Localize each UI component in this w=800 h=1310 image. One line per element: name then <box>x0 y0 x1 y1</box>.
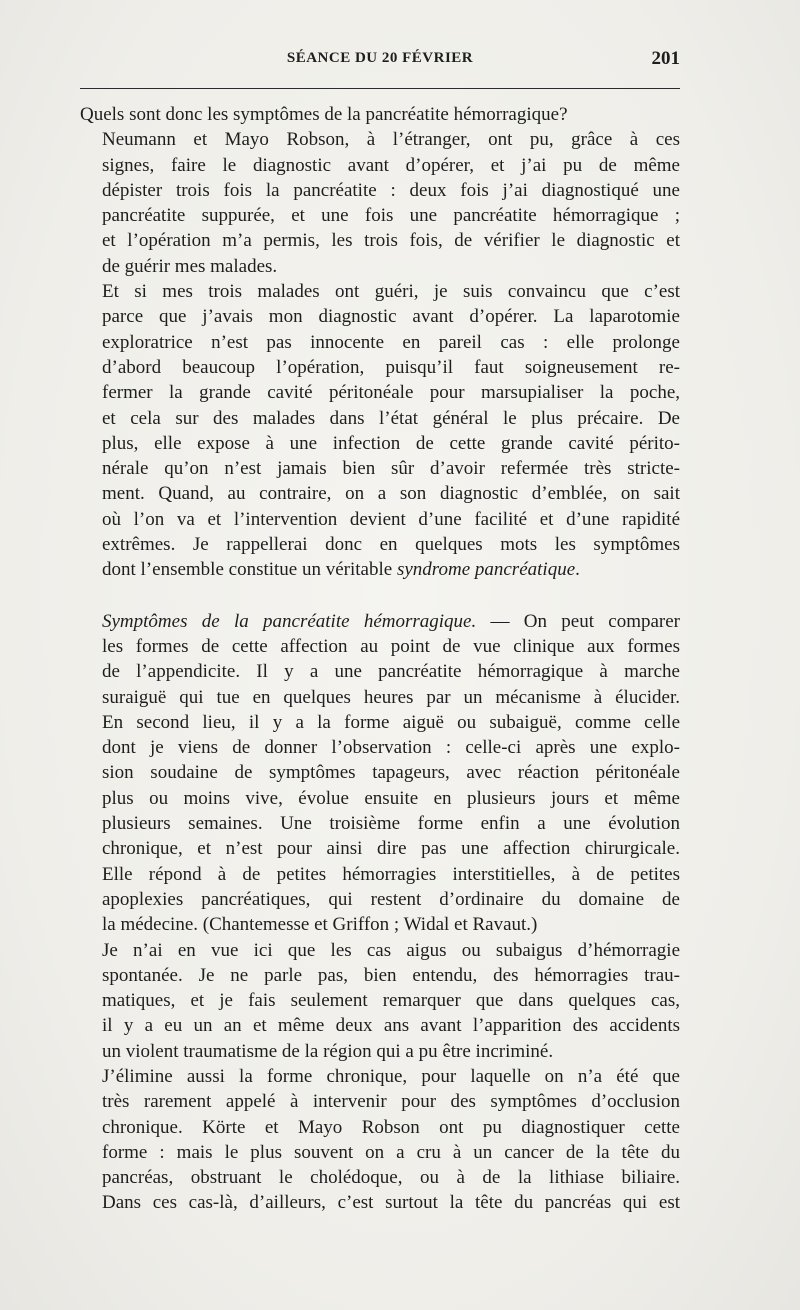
text-line: très rarement appelé à intervenir pour des symptômes d’occlusion <box>102 1091 680 1113</box>
text-line: il y a eu un an et même deux ans avant l’apparition des accidents <box>102 1015 680 1037</box>
italic-term: syndrome pancréatique <box>396 559 576 581</box>
text-line: forme : mais le plus souvent on a cru à un cancer de la tête du <box>102 1141 680 1163</box>
text-line: plus ou moins vive, évolue ensuite en plusieurs jours et même <box>102 787 680 809</box>
text-line: la médecine. (Chantemesse et Griffon ; Widal et Ravaut.) <box>102 914 538 936</box>
text-line: chronique, et n’est pour ainsi dire pas une affection chirurgicale. <box>102 838 680 860</box>
text-line: sion soudaine de symptômes tapageurs, avec réaction péritonéale <box>102 762 680 784</box>
page-header <box>80 48 680 76</box>
text-line: dont je viens de donner l’observation : celle-ci après une explo- <box>102 737 680 759</box>
paragraph <box>80 127 680 279</box>
text-line: exploratrice n’est pas innocente en pareil cas : elle prolonge <box>102 331 680 353</box>
text-line: plus, elle expose à une infection de cette grande cavité périto- <box>102 432 680 454</box>
text-run: dont l’ensemble constitue un véritable <box>102 559 397 581</box>
page-number: 201 <box>651 48 680 69</box>
text-line: spontanée. Je ne parle pas, bien entendu, des hémorragies trau- <box>102 964 680 986</box>
text-line: parce que j’avais mon diagnostic avant d’opérer. La laparotomie <box>102 306 680 328</box>
text-line: chronique. Körte et Mayo Robson ont pu diagnostiquer cette <box>102 1116 680 1138</box>
running-head: SÉANCE DU 20 FÉVRIER <box>286 50 474 66</box>
text-line: ment. Quand, au contraire, on a son diagnostic d’emblée, on sait <box>102 483 680 505</box>
text-line: extrêmes. Je rappellerai donc en quelques mots les symptômes <box>102 534 680 556</box>
text-line: matiques, et je fais seulement remarquer que dans quelques cas, <box>102 990 680 1012</box>
paragraph <box>80 1064 680 1216</box>
paragraph <box>80 279 680 583</box>
text-line <box>80 557 680 582</box>
text-line: de l’appendicite. Il y a une pancréatite hémorragique à marche <box>102 661 680 683</box>
text-line: Et si mes trois malades ont guéri, je suis convaincu que c’est <box>102 281 680 303</box>
text-line: plusieurs semaines. Une troisième forme enfin a une évolution <box>102 813 680 835</box>
text-line: Quels sont donc les symptômes de la pancréatite hémorragique? <box>80 104 568 125</box>
section-gap <box>80 583 680 609</box>
text-line: signes, faire le diagnostic avant d’opérer, et j’ai pu de même <box>102 154 680 176</box>
paragraph <box>80 609 680 938</box>
paragraph <box>80 102 680 127</box>
text-line: un violent traumatisme de la région qui a pu être incriminé. <box>102 1040 554 1062</box>
text-line: Elle répond à de petites hémorragies interstitielles, à de petites <box>102 863 680 885</box>
section-heading: Symptômes de la pancréatite hémorragique. <box>102 610 477 632</box>
text-run: . <box>575 559 580 581</box>
text-line: et l’opération m’a permis, les trois fois, de vérifier le diagnostic et <box>102 230 680 252</box>
paragraph <box>80 938 680 1064</box>
text-line: d’abord beaucoup l’opération, puisqu’il faut soigneusement re- <box>102 356 680 378</box>
text-line: les formes de cette affection au point de vue clinique aux formes <box>102 635 680 657</box>
text-line: apoplexies pancréatiques, qui restent d’ordinaire du domaine de <box>102 888 680 910</box>
text-line: suraiguë qui tue en quelques heures par un mécanisme à élucider. <box>102 686 680 708</box>
text-line: fermer la grande cavité péritonéale pour marsupialiser la poche, <box>102 382 680 404</box>
body-text <box>80 102 680 1216</box>
text-line: pancréatite suppurée, et une fois une pancréatite hémorragique ; <box>102 205 680 227</box>
text-line: J’élimine aussi la forme chronique, pour laquelle on n’a été que <box>102 1065 680 1087</box>
text-line: et cela sur des malades dans l’état général le plus précaire. De <box>102 407 680 429</box>
text-line: Je n’ai en vue ici que les cas aigus ou subaigus d’hémorragie <box>102 939 680 961</box>
text-line: nérale qu’on n’est jamais bien sûr d’avoir refermée très stricte- <box>102 458 680 480</box>
text-line: Neumann et Mayo Robson, à l’étranger, ont pu, grâce à ces <box>102 129 680 151</box>
text-line: où l’on va et l’intervention devient d’une facilité et d’une rapidité <box>102 508 680 530</box>
text-line: En second lieu, il y a la forme aiguë ou subaiguë, comme celle <box>102 711 680 733</box>
text-line: Dans ces cas-là, d’ailleurs, c’est surtout la tête du pancréas qui est <box>102 1192 680 1214</box>
text-line: dépister trois fois la pancréatite : deux fois j’ai diagnostiqué une <box>102 179 680 201</box>
header-rule <box>80 88 680 89</box>
text-run: — On peut comparer <box>476 610 680 632</box>
text-line <box>80 609 680 634</box>
text-line: pancréas, obstruant le cholédoque, ou à de la lithiase biliaire. <box>102 1167 680 1189</box>
text-line: de guérir mes malades. <box>102 255 278 277</box>
